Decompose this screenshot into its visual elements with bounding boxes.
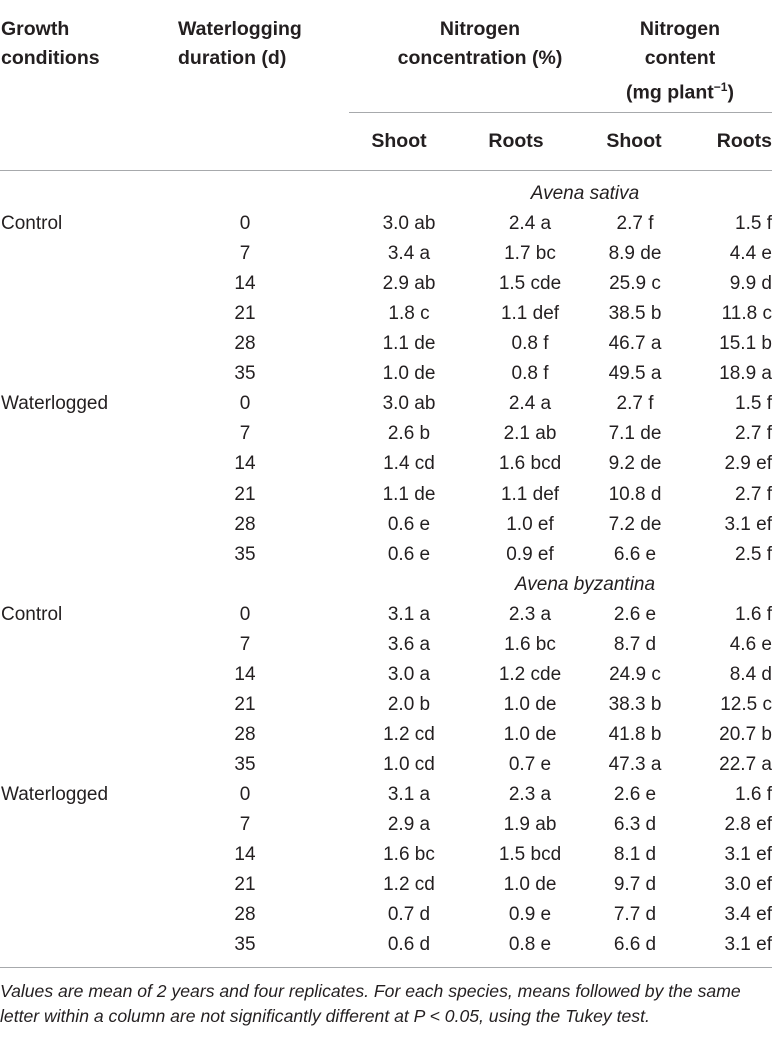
shoot-content-cell: 46.7 a [608,333,662,355]
roots-content-cell: 4.6 e [729,633,772,655]
shoot-content-cell: 9.7 d [613,874,657,896]
duration-cell: 7 [239,633,251,655]
subheader-roots-concentration: Roots [488,130,544,152]
roots-concentration-cell: 1.0 de [503,874,557,896]
duration-cell: 21 [234,874,256,896]
duration-cell: 14 [234,663,256,685]
roots-concentration-cell: 1.0 de [503,693,557,715]
duration-cell: 21 [234,303,256,325]
roots-concentration-cell: 1.0 de [503,723,557,745]
condition-cell: Waterlogged [1,784,109,805]
duration-cell: 14 [234,453,256,475]
roots-concentration-cell: 1.6 bcd [498,453,562,475]
shoot-content-cell: 6.6 d [613,934,657,956]
roots-content-cell: 22.7 a [719,753,772,775]
roots-content-cell: 1.6 f [735,784,772,805]
shoot-concentration-cell: 3.0 ab [382,213,436,235]
roots-content-cell: 1.6 f [735,603,772,625]
header-growth-conditions-line2: conditions [1,47,100,69]
shoot-concentration-cell: 3.1 a [387,603,431,625]
shoot-content-cell: 7.2 de [608,513,662,535]
shoot-concentration-cell: 0.6 e [387,543,431,565]
table-footnote: Values are mean of 2 years and four replicates. For each species, means followed by the same letter within a column are not significantly different at P < 0.05, using the Tukey test. [0,981,741,1026]
shoot-concentration-cell: 0.6 e [387,513,431,535]
roots-concentration-cell: 1.6 bc [504,633,556,655]
shoot-content-cell: 8.1 d [613,844,657,866]
header-nitrogen-content-line2: content [644,47,716,69]
species-label: Avena sativa [530,183,640,204]
roots-content-cell: 18.9 a [719,363,772,385]
header-nitrogen-concentration-line1: Nitrogen [439,18,521,40]
shoot-content-cell: 25.9 c [609,273,661,295]
shoot-concentration-cell: 3.4 a [387,243,431,265]
header-nitrogen-concentration [380,15,580,73]
header-waterlogging-duration [178,15,302,73]
roots-concentration-cell: 2.3 a [508,603,552,625]
roots-content-cell: 15.1 b [719,333,772,355]
shoot-concentration-cell: 1.1 de [382,483,436,505]
roots-concentration-cell: 0.7 e [508,753,552,775]
shoot-concentration-cell: 0.7 d [387,904,431,926]
duration-cell: 21 [234,693,256,715]
duration-cell: 35 [234,753,256,775]
roots-content-cell: 3.1 ef [724,934,772,956]
roots-concentration-cell: 1.7 bc [504,243,556,265]
shoot-content-cell: 2.7 f [616,213,654,235]
unit-exponent: −1 [713,80,728,94]
duration-cell: 0 [239,393,251,415]
roots-concentration-cell: 0.8 f [511,333,549,355]
shoot-content-cell: 8.7 d [613,633,657,655]
condition-cell: Control [1,603,63,625]
header-nitrogen-content-line1: Nitrogen [639,18,721,40]
roots-content-cell: 3.1 ef [724,844,772,866]
shoot-concentration-cell: 1.8 c [388,303,430,325]
shoot-concentration-cell: 3.1 a [387,784,431,805]
shoot-concentration-cell: 2.9 ab [382,273,436,295]
roots-content-cell: 2.5 f [735,543,772,565]
header-waterlogging-duration-line2: duration (d) [178,47,287,69]
shoot-concentration-cell: 1.1 de [382,333,436,355]
duration-cell: 28 [234,904,256,926]
duration-cell: 14 [234,844,256,866]
subheader-roots-content: Roots [716,130,772,152]
roots-content-cell: 12.5 c [720,693,772,715]
header-waterlogging-duration-line1: Waterlogging [178,18,302,40]
duration-cell: 7 [239,243,251,265]
rule-header-bottom [0,170,772,171]
duration-cell: 35 [234,363,256,385]
shoot-content-cell: 2.6 e [613,784,657,805]
header-nitrogen-content-line3: (mg plant$^{-1}$) [626,80,734,104]
shoot-concentration-cell: 3.6 a [387,633,431,655]
shoot-content-cell: 6.3 d [613,814,657,836]
roots-content-cell: 9.9 d [729,273,772,295]
roots-content-cell: 2.9 ef [724,453,772,475]
roots-concentration-cell: 0.9 e [508,904,552,926]
roots-content-cell: 3.1 ef [724,513,772,535]
header-growth-conditions-line1: Growth [1,18,70,40]
shoot-content-cell: 41.8 b [608,723,662,745]
roots-concentration-cell: 1.9 ab [503,814,557,836]
shoot-content-cell: 38.3 b [608,693,662,715]
rule-top-subheader [349,112,772,113]
shoot-concentration-cell: 1.0 de [382,363,436,385]
shoot-content-cell: 9.2 de [608,453,662,475]
shoot-content-cell: 24.9 c [609,663,661,685]
shoot-concentration-cell: 3.0 a [387,663,431,685]
shoot-content-cell: 2.7 f [616,393,654,415]
roots-concentration-cell: 2.4 a [508,213,552,235]
shoot-concentration-cell: 3.0 ab [382,393,436,415]
duration-cell: 28 [234,513,256,535]
species-label: Avena byzantina [514,573,656,595]
shoot-content-cell: 7.1 de [608,423,662,445]
shoot-concentration-cell: 0.6 d [387,934,431,956]
shoot-content-cell: 7.7 d [613,904,657,926]
rule-table-bottom [0,967,772,968]
roots-content-cell: 1.5 f [735,213,772,235]
roots-concentration-cell: 1.2 cde [498,663,562,685]
roots-content-cell: 20.7 b [719,723,772,745]
duration-cell: 21 [234,483,256,505]
roots-content-cell: 2.7 f [735,423,772,445]
subheader-shoot-content: Shoot [606,130,662,152]
roots-concentration-cell: 2.4 a [508,393,552,415]
roots-concentration-cell: 0.8 e [508,934,552,956]
duration-cell: 0 [239,603,251,625]
shoot-content-cell: 8.9 de [608,243,662,265]
roots-concentration-cell: 0.9 ef [506,543,554,565]
shoot-concentration-cell: 1.2 cd [383,874,435,896]
subheader-shoot-concentration: Shoot [371,130,427,152]
duration-cell: 14 [234,273,256,295]
roots-concentration-cell: 1.1 def [500,303,560,325]
roots-concentration-cell: 1.0 ef [506,513,554,535]
roots-concentration-cell: 1.5 bcd [498,844,562,866]
shoot-concentration-cell: 2.6 b [387,423,431,445]
roots-content-cell: 2.8 ef [724,814,772,836]
shoot-content-cell: 49.5 a [608,363,662,385]
roots-content-cell: 3.0 ef [724,874,772,896]
duration-cell: 35 [234,934,256,956]
shoot-content-cell: 10.8 d [608,483,662,505]
shoot-content-cell: 6.6 e [613,543,657,565]
header-nitrogen-content [585,15,772,108]
shoot-concentration-cell: 1.0 cd [383,753,435,775]
duration-cell: 0 [239,213,251,235]
shoot-concentration-cell: 1.2 cd [383,723,435,745]
shoot-concentration-cell: 1.6 bc [383,844,435,866]
roots-content-cell: 8.4 d [729,663,772,685]
roots-content-cell: 11.8 c [721,303,772,325]
shoot-content-cell: 47.3 a [608,753,662,775]
header-growth-conditions [1,15,100,73]
roots-content-cell: 4.4 e [729,243,772,265]
condition-cell: Waterlogged [1,393,109,415]
roots-concentration-cell: 1.5 cde [498,273,562,295]
roots-concentration-cell: 2.3 a [508,784,552,805]
shoot-concentration-cell: 1.4 cd [383,453,435,475]
duration-cell: 35 [234,543,256,565]
duration-cell: 0 [239,784,251,805]
roots-concentration-cell: 2.1 ab [503,423,557,445]
shoot-content-cell: 38.5 b [608,303,662,325]
roots-content-cell: 2.7 f [735,483,772,505]
roots-concentration-cell: 0.8 f [511,363,549,385]
duration-cell: 7 [239,423,251,445]
shoot-concentration-cell: 2.9 a [387,814,431,836]
duration-cell: 28 [234,333,256,355]
shoot-content-cell: 2.6 e [613,603,657,625]
condition-cell: Control [1,213,63,235]
roots-content-cell: 1.5 f [735,393,772,415]
shoot-concentration-cell: 2.0 b [387,693,431,715]
duration-cell: 28 [234,723,256,745]
duration-cell: 7 [239,814,251,836]
roots-content-cell: 3.4 ef [724,904,772,926]
roots-concentration-cell: 1.1 def [500,483,560,505]
header-nitrogen-concentration-line2: concentration (%) [397,47,563,69]
